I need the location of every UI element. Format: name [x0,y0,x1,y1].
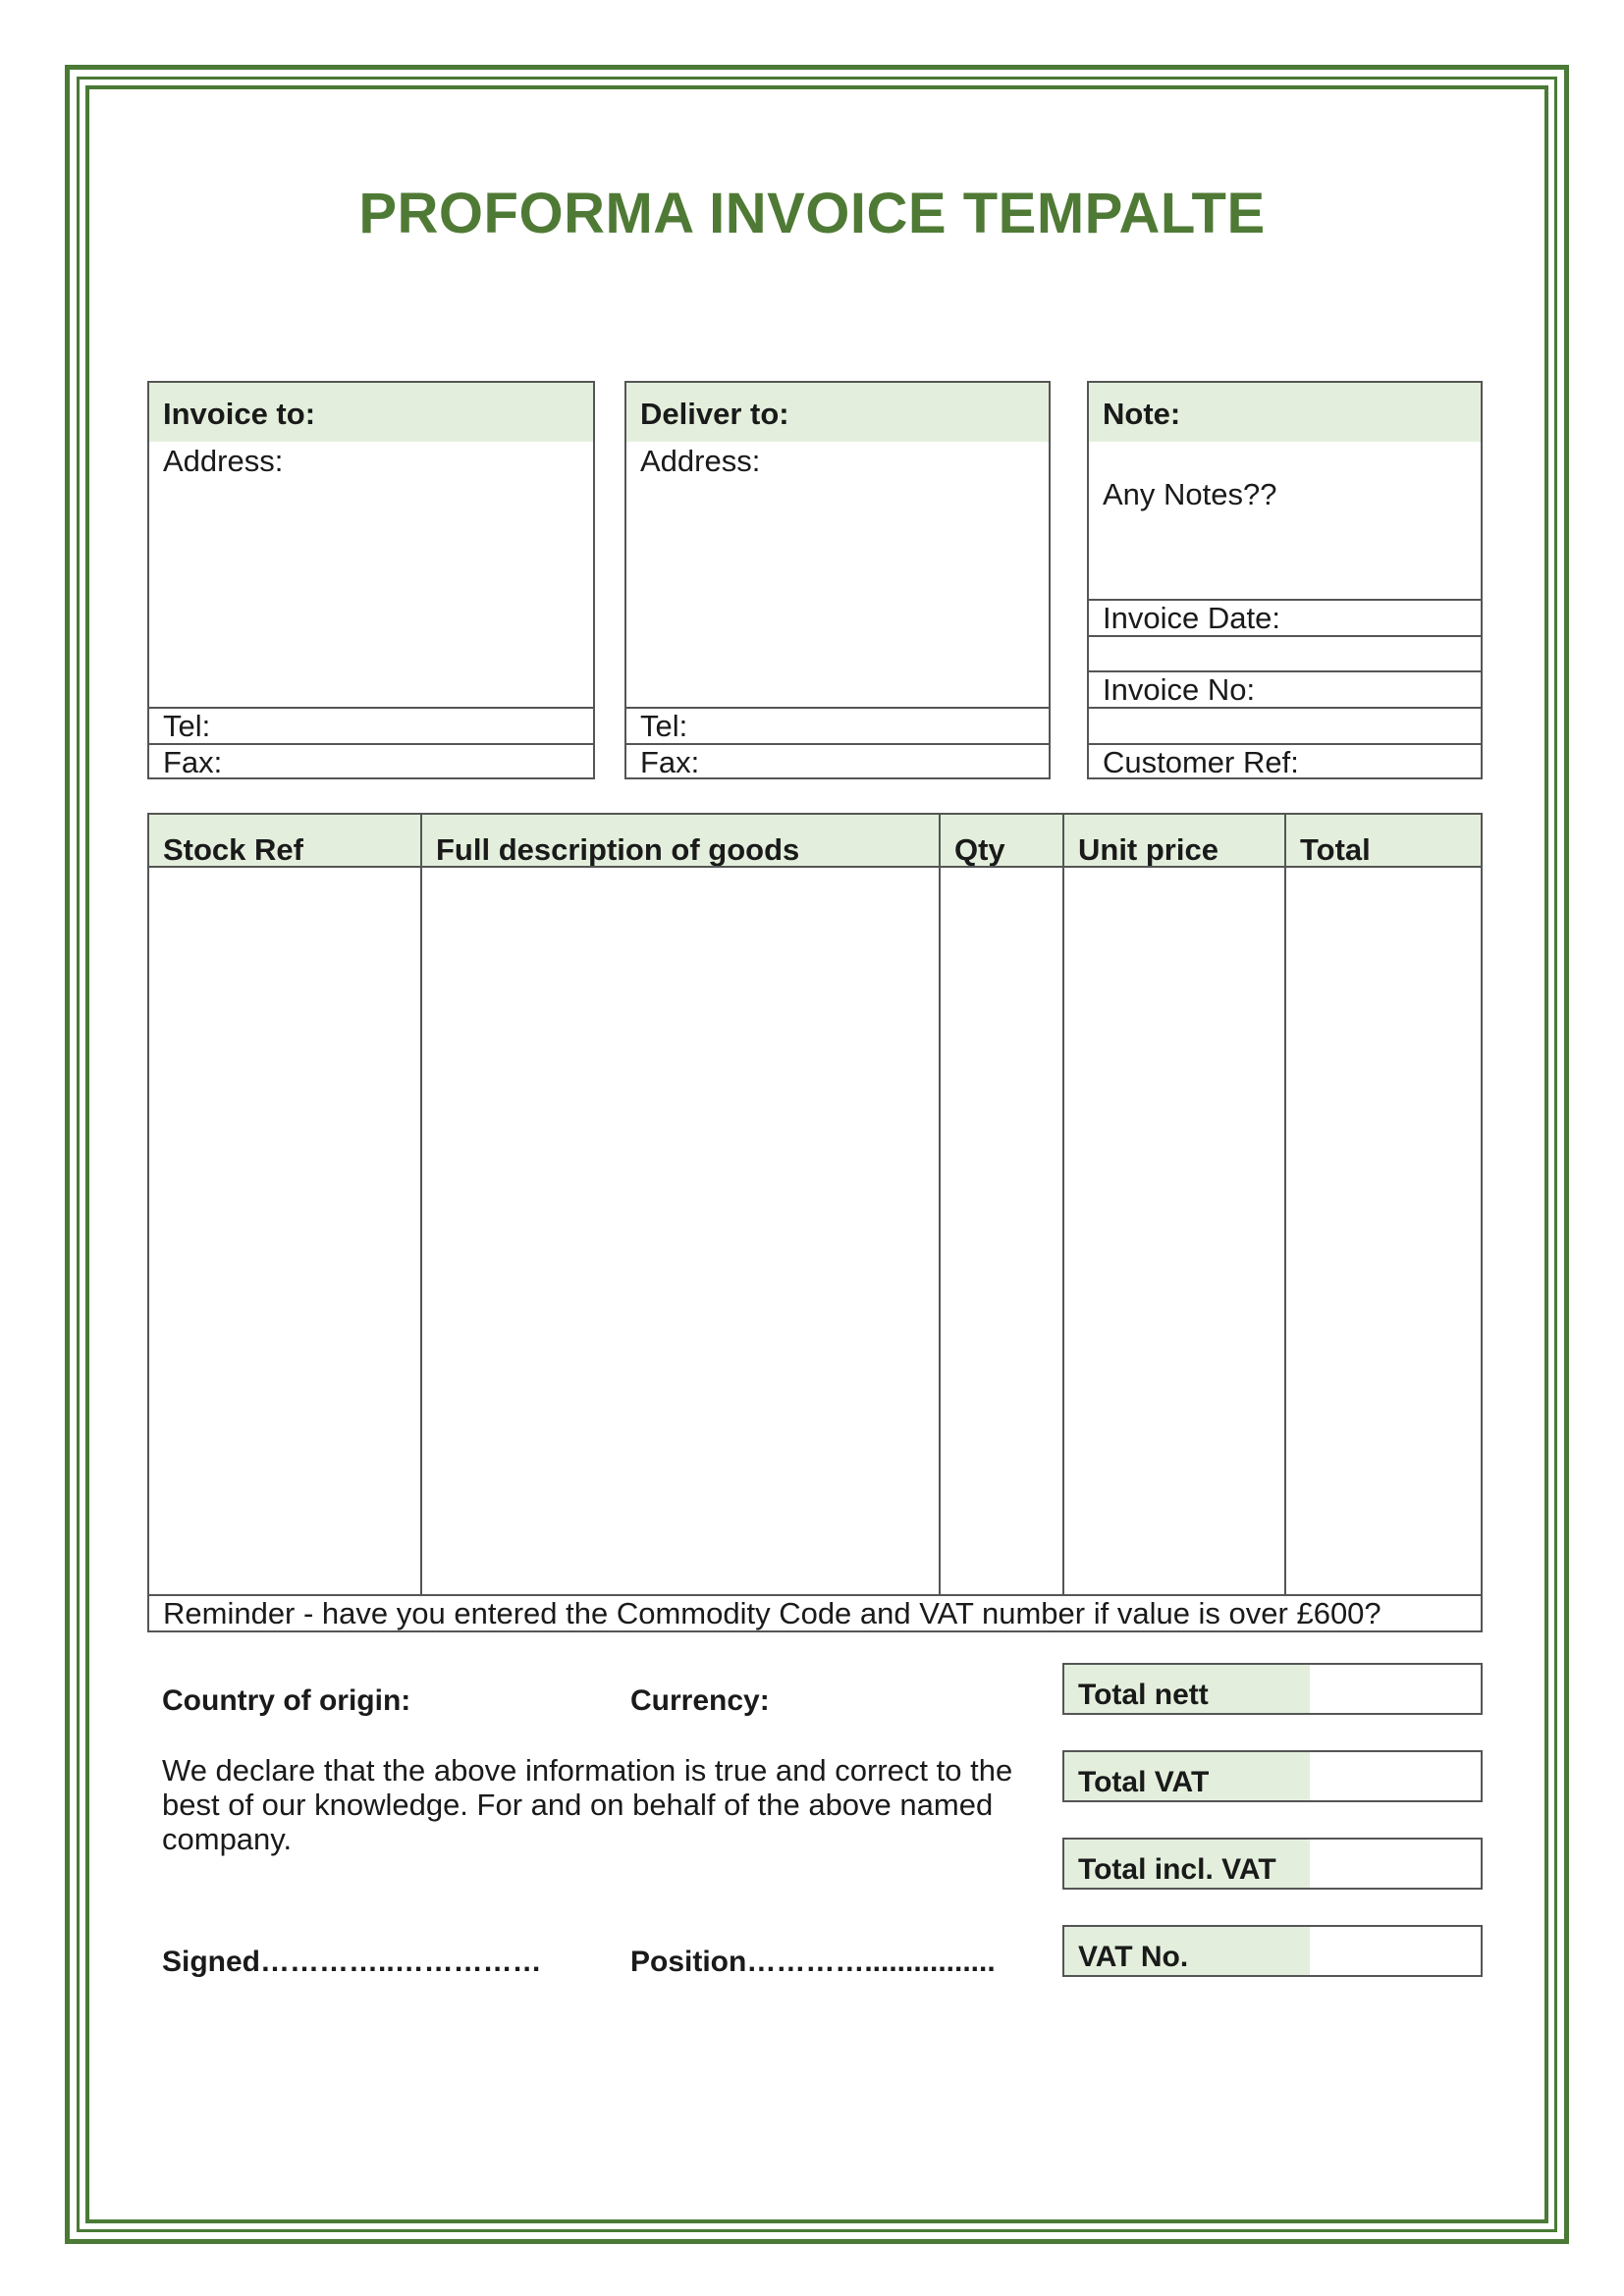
column-header-qty: Qty [954,832,1005,867]
vat-no-box[interactable] [1062,1925,1483,1977]
note-header: Note: [1089,383,1481,442]
divider [1089,635,1481,637]
invoice-to-fax-field[interactable]: Fax: [163,745,223,779]
total-vat-box[interactable] [1062,1750,1483,1802]
column-divider [1284,815,1286,1594]
divider [149,866,1481,868]
deliver-to-box [624,381,1051,779]
total-nett-box[interactable] [1062,1663,1483,1715]
vat-no-label: VAT No. [1064,1927,1310,1975]
divider [1089,707,1481,709]
customer-ref-label: Customer Ref: [1103,745,1299,779]
deliver-to-tel-field[interactable]: Tel: [640,709,688,743]
country-of-origin-label: Country of origin: [162,1684,411,1717]
invoice-date-label: Invoice Date: [1103,601,1280,635]
divider [626,707,1049,709]
declaration-text: We declare that the above information is true and correct to the best of our knowledge. For and on behalf of the above named company. [162,1753,1013,1856]
total-incl-vat-label: Total incl. VAT [1064,1840,1310,1888]
currency-label: Currency: [630,1684,770,1717]
invoice-to-box [147,381,595,779]
invoice-to-address-field[interactable]: Address: [163,444,284,478]
document-title: PROFORMA INVOICE TEMPALTE [358,182,1266,245]
column-divider [1062,815,1064,1594]
total-nett-label: Total nett [1064,1665,1310,1713]
goods-table-header-row [149,815,1481,866]
total-incl-vat-box[interactable] [1062,1838,1483,1890]
signed-field[interactable]: Signed…………..…………… [162,1946,542,1978]
reminder-text: Reminder - have you entered the Commodity Code and VAT number if value is over £600? [163,1596,1381,1630]
invoice-to-tel-field[interactable]: Tel: [163,709,211,743]
column-header-total: Total [1300,832,1371,867]
column-divider [420,815,422,1594]
invoice-to-header: Invoice to: [149,383,593,442]
column-header-description: Full description of goods [436,832,800,867]
deliver-to-header: Deliver to: [626,383,1049,442]
note-box [1087,381,1483,779]
invoice-no-label: Invoice No: [1103,672,1256,707]
deliver-to-address-field[interactable]: Address: [640,444,761,478]
column-divider [939,815,941,1594]
divider [149,707,593,709]
column-header-unit-price: Unit price [1078,832,1218,867]
goods-table [147,813,1483,1632]
total-vat-label: Total VAT [1064,1752,1310,1800]
column-header-stock-ref: Stock Ref [163,832,303,867]
deliver-to-fax-field[interactable]: Fax: [640,745,700,779]
position-field[interactable]: Position…………................ [630,1946,996,1978]
note-text[interactable]: Any Notes?? [1103,477,1277,511]
